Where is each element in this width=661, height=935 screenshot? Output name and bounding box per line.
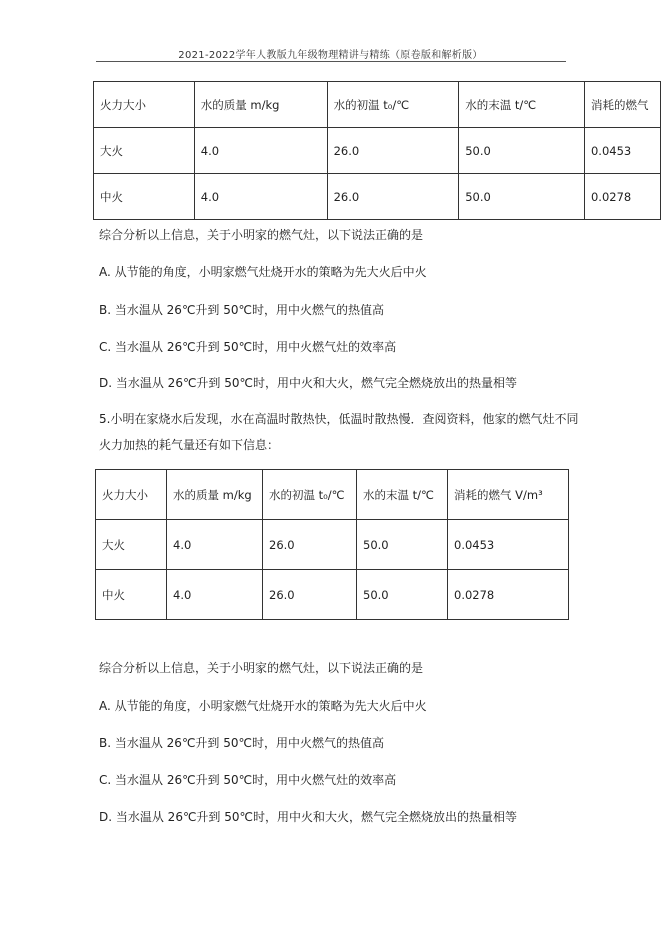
table-row [94, 128, 661, 174]
table-cell: 4.0 [167, 520, 263, 570]
table-cell: 中火 [94, 174, 195, 220]
table-cell: 中火 [96, 570, 167, 620]
table-cell: 26.0 [263, 520, 357, 570]
table-cell: 大火 [96, 520, 167, 570]
option-a: A. 从节能的角度，小明家燃气灶烧开水的策略为先大火后中火 [99, 699, 427, 713]
table-cell: 50.0 [459, 128, 585, 174]
page-header: 2021-2022学年人教版九年级物理精讲与精练（原卷版和解析版） [178, 50, 483, 61]
table-header-cell: 水的初温 t₀/℃ [263, 470, 357, 520]
table-cell: 4.0 [167, 570, 263, 620]
table-cell: 26.0 [327, 174, 459, 220]
option-d: D. 当水温从 26℃升到 50℃时，用中火和大火，燃气完全燃烧放出的热量相等 [99, 810, 517, 824]
option-b: B. 当水温从 26℃升到 50℃时，用中火燃气的热值高 [99, 736, 384, 750]
table-cell: 26.0 [327, 128, 459, 174]
table-header-cell: 火力大小 [94, 82, 195, 128]
table-cell: 50.0 [459, 174, 585, 220]
table-cell: 0.0453 [584, 128, 660, 174]
table-header-cell: 水的末温 t/℃ [357, 470, 448, 520]
table-cell: 4.0 [194, 128, 327, 174]
option-c: C. 当水温从 26℃升到 50℃时，用中火燃气灶的效率高 [99, 773, 397, 787]
table-header-cell: 水的末温 t/℃ [459, 82, 585, 128]
table-cell: 26.0 [263, 570, 357, 620]
option-b: B. 当水温从 26℃升到 50℃时，用中火燃气的热值高 [99, 303, 384, 317]
table-header-cell: 火力大小 [96, 470, 167, 520]
header-rule [96, 61, 566, 62]
table-header-cell: 水的初温 t₀/℃ [327, 82, 459, 128]
option-d: D. 当水温从 26℃升到 50℃时，用中火和大火，燃气完全燃烧放出的热量相等 [99, 376, 517, 390]
table-cell: 0.0453 [448, 520, 569, 570]
table-cell: 50.0 [357, 570, 448, 620]
table-header-cell: 水的质量 m/kg [194, 82, 327, 128]
table-cell: 0.0278 [448, 570, 569, 620]
option-a: A. 从节能的角度，小明家燃气灶烧开水的策略为先大火后中火 [99, 265, 427, 279]
table-header-cell: 消耗的燃气 [584, 82, 660, 128]
problem-5-line-2: 火力加热的耗气量还有如下信息： [99, 438, 280, 452]
data-table-2 [95, 469, 569, 620]
problem-5-line-1: 5.小明在家烧水后发现，水在高温时散热快，低温时散热慢．查阅资料，他家的燃气灶不同 [99, 412, 579, 426]
table-header-row [94, 82, 661, 128]
question-stem: 综合分析以上信息，关于小明家的燃气灶，以下说法正确的是 [99, 228, 424, 242]
table-row [96, 520, 569, 570]
table-cell: 0.0278 [584, 174, 660, 220]
table-cell: 50.0 [357, 520, 448, 570]
table-row [96, 570, 569, 620]
question-stem: 综合分析以上信息，关于小明家的燃气灶，以下说法正确的是 [99, 661, 424, 675]
table-cell: 大火 [94, 128, 195, 174]
option-c: C. 当水温从 26℃升到 50℃时，用中火燃气灶的效率高 [99, 340, 397, 354]
table-header-cell: 水的质量 m/kg [167, 470, 263, 520]
table-cell: 4.0 [194, 174, 327, 220]
table-row [94, 174, 661, 220]
data-table-1 [93, 81, 661, 220]
table-header-row [96, 470, 569, 520]
table-header-cell: 消耗的燃气 V/m³ [448, 470, 569, 520]
